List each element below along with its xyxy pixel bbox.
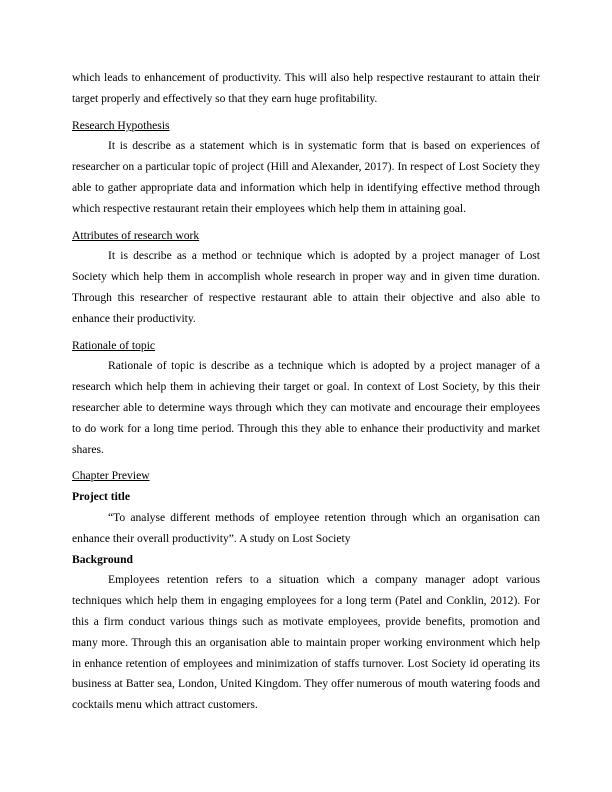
- project-title-paragraph: “To analyse different methods of employee retention through which an organisation can enhance their overall productivity”. A study on Lost Society: [72, 510, 540, 545]
- attributes-paragraph: It is describe as a method or technique which is adopted by a project manager of Lost Society which help them in accomplish whole research in proper way and in given time duration. Through this researcher of respective restaurant able to attain their objective and also able to enhance their productivity.: [72, 249, 540, 325]
- attributes-heading: Attributes of research work: [72, 228, 200, 242]
- hypothesis-paragraph: It is describe as a statement which is in systematic form that is based on experiences of researcher on a particular topic of project (Hill and Alexander, 2017). In respect of Lost Society they able to gather appropriate data and information which help in identifying effective method through which respective restaurant retain their employees which help them in attaining goal.: [72, 139, 540, 215]
- intro-paragraph: which leads to enhancement of productivity. This will also help respective restaurant to attain their target properly and effectively so that they earn huge profitability.: [72, 71, 540, 105]
- project-title-heading: Project title: [72, 490, 131, 504]
- research-hypothesis-heading: Research Hypothesis: [72, 118, 170, 132]
- rationale-paragraph: Rationale of topic is describe as a technique which is adopted by a project manager of a research which help them in achieving their target or goal. In context of Lost Society, by this their researcher able to determine ways through which they can motivate and encourage their employees to do work for a long time period. Through this they able to enhance their productivity and market shares.: [72, 359, 540, 456]
- rationale-heading: Rationale of topic: [72, 338, 156, 352]
- chapter-preview-heading: Chapter Preview: [72, 469, 150, 483]
- background-heading: Background: [72, 552, 133, 566]
- document-page: [72, 68, 540, 716]
- background-paragraph: Employees retention refers to a situation which a company manager adopt various techniques which help them in engaging employees for a long term (Patel and Conklin, 2012). For this a firm conduct various things such as motivate employees, provide benefits, promotion and many more. Through this an organisation able to maintain proper working environment which help in enhance retention of employees and minimization of staffs turnover. Lost Society id operating its business at Batter sea, London, United Kingdom. They offer numerous of mouth watering foods and cocktails menu which attract customers.: [72, 573, 540, 712]
